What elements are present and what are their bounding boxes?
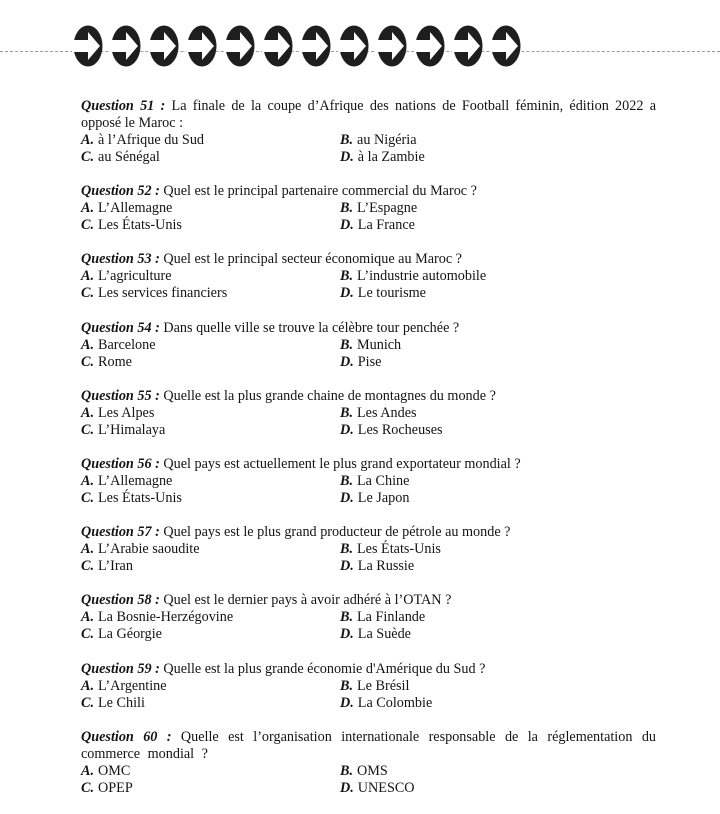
answer-letter: B. bbox=[340, 268, 354, 285]
right-arrow-circle-icon bbox=[186, 24, 217, 68]
answer-letter: A. bbox=[81, 336, 95, 353]
answer-option-c bbox=[81, 354, 340, 371]
question-body: Quel pays est actuellement le plus grand exportateur mondial ? bbox=[163, 455, 521, 472]
answer-text: Les États-Unis bbox=[357, 541, 441, 558]
answer-option-c bbox=[81, 695, 340, 712]
answer-option-d bbox=[340, 217, 656, 234]
answer-text: OMC bbox=[98, 762, 131, 779]
answer-text: Les États-Unis bbox=[98, 489, 182, 506]
answer-text: La Géorgie bbox=[98, 626, 162, 643]
answer-option-d bbox=[340, 149, 656, 166]
question-body: Quelle est la plus grande économie d'Amérique du Sud ? bbox=[163, 660, 486, 677]
question-block-53 bbox=[81, 251, 656, 302]
question-block-58 bbox=[81, 592, 656, 643]
answer-letter: A. bbox=[81, 677, 95, 694]
answer-letter: C. bbox=[81, 558, 95, 575]
question-text bbox=[81, 524, 656, 541]
answer-letter: C. bbox=[81, 217, 95, 234]
question-text bbox=[81, 183, 656, 200]
answer-text: Les Rocheuses bbox=[357, 421, 443, 438]
answer-letter: B. bbox=[340, 404, 354, 421]
answer-option-a bbox=[81, 132, 340, 149]
answer-text: Le Japon bbox=[357, 489, 410, 506]
answer-text: L’Allemagne bbox=[98, 200, 173, 217]
answer-text: à la Zambie bbox=[357, 149, 425, 165]
answer-letter: B. bbox=[340, 132, 354, 148]
answer-letter: A. bbox=[81, 762, 95, 779]
answer-letter: B. bbox=[340, 472, 354, 489]
right-arrow-circle-icon bbox=[376, 24, 407, 68]
answer-letter: D. bbox=[340, 626, 354, 643]
answer-text: OMS bbox=[357, 762, 388, 779]
answer-letter: B. bbox=[340, 677, 354, 694]
answer-letter: C. bbox=[81, 421, 95, 438]
answer-letter: A. bbox=[81, 472, 95, 489]
answer-option-b bbox=[340, 763, 656, 780]
answer-text: La Finlande bbox=[357, 609, 426, 626]
question-body: Quelle est la plus grande chaine de montagnes du monde ? bbox=[163, 387, 496, 404]
question-label: Question 52 : bbox=[81, 183, 164, 200]
right-arrow-circle-icon bbox=[148, 24, 179, 68]
answer-text: Les Alpes bbox=[98, 404, 155, 421]
question-text bbox=[81, 98, 656, 132]
answer-text: au Nigéria bbox=[357, 132, 417, 148]
answer-text: Barcelone bbox=[98, 336, 156, 353]
answer-letter: C. bbox=[81, 353, 95, 370]
answer-text: Rome bbox=[98, 353, 132, 370]
answer-letter: D. bbox=[340, 285, 354, 302]
answer-text: OPEP bbox=[98, 779, 133, 796]
answer-letter: C. bbox=[81, 489, 95, 506]
answer-letter: C. bbox=[81, 626, 95, 643]
question-block-57 bbox=[81, 524, 656, 575]
answer-letter: D. bbox=[340, 779, 354, 796]
right-arrow-circle-icon bbox=[490, 24, 521, 68]
answer-letter: B. bbox=[340, 336, 354, 353]
answer-option-c bbox=[81, 490, 340, 507]
answer-options bbox=[81, 763, 656, 797]
answer-text: Pise bbox=[357, 353, 382, 370]
answer-option-c bbox=[81, 149, 340, 166]
answer-text: La Russie bbox=[357, 558, 415, 575]
question-text bbox=[81, 661, 656, 678]
answer-option-d bbox=[340, 626, 656, 643]
answer-option-a bbox=[81, 473, 340, 490]
answer-option-a bbox=[81, 678, 340, 695]
answer-option-c bbox=[81, 285, 340, 302]
question-label: Question 60 : bbox=[81, 728, 181, 745]
answer-options bbox=[81, 678, 656, 712]
answer-text: L’Espagne bbox=[357, 200, 418, 217]
answer-letter: A. bbox=[81, 541, 95, 558]
question-text bbox=[81, 729, 656, 763]
answer-option-b bbox=[340, 268, 656, 285]
answer-text: La Colombie bbox=[357, 694, 433, 711]
question-block-51 bbox=[81, 98, 656, 166]
answer-letter: B. bbox=[340, 762, 354, 779]
answer-letter: D. bbox=[340, 217, 354, 234]
answer-letter: A. bbox=[81, 200, 95, 217]
answer-option-b bbox=[340, 473, 656, 490]
answer-letter: B. bbox=[340, 200, 354, 217]
answer-text: à l’Afrique du Sud bbox=[98, 132, 205, 148]
question-label: Question 51 : bbox=[81, 98, 172, 114]
answer-options bbox=[81, 541, 656, 575]
answer-text: Le tourisme bbox=[357, 285, 426, 302]
answer-text: Munich bbox=[357, 336, 402, 353]
question-body: Quel est le principal partenaire commercial du Maroc ? bbox=[163, 183, 477, 200]
answer-text: L’Argentine bbox=[98, 677, 167, 694]
answer-letter: A. bbox=[81, 132, 95, 148]
answer-option-b bbox=[340, 678, 656, 695]
question-text bbox=[81, 320, 656, 337]
answer-option-d bbox=[340, 354, 656, 371]
answer-option-b bbox=[340, 405, 656, 422]
answer-text: Les Andes bbox=[357, 404, 417, 421]
answer-option-d bbox=[340, 558, 656, 575]
question-text bbox=[81, 592, 656, 609]
answer-options bbox=[81, 609, 656, 643]
answer-option-b bbox=[340, 200, 656, 217]
answer-options bbox=[81, 405, 656, 439]
answer-text: Le Brésil bbox=[357, 677, 410, 694]
answer-option-b bbox=[340, 132, 656, 149]
answer-text: La Bosnie-Herzégovine bbox=[98, 609, 234, 626]
answer-option-a bbox=[81, 763, 340, 780]
answer-options bbox=[81, 132, 656, 166]
answer-options bbox=[81, 473, 656, 507]
answer-option-b bbox=[340, 609, 656, 626]
answer-option-d bbox=[340, 422, 656, 439]
answer-letter: D. bbox=[340, 353, 354, 370]
right-arrow-circle-icon bbox=[452, 24, 483, 68]
question-body: La finale de la coupe d’Afrique des nations de Football féminin, édition 2022 a opposé le Maroc : bbox=[81, 98, 656, 131]
question-block-54 bbox=[81, 320, 656, 371]
answer-options bbox=[81, 337, 656, 371]
answer-letter: A. bbox=[81, 268, 95, 285]
right-arrow-circle-icon bbox=[262, 24, 293, 68]
question-block-59 bbox=[81, 661, 656, 712]
answer-letter: B. bbox=[340, 541, 354, 558]
question-text bbox=[81, 388, 656, 405]
question-label: Question 58 : bbox=[81, 592, 164, 609]
answer-letter: D. bbox=[340, 149, 354, 165]
answer-letter: D. bbox=[340, 489, 354, 506]
right-arrow-circle-icon bbox=[110, 24, 141, 68]
answer-text: La France bbox=[357, 217, 415, 234]
answer-option-d bbox=[340, 285, 656, 302]
answer-text: L’industrie automobile bbox=[357, 268, 487, 285]
answer-letter: C. bbox=[81, 285, 95, 302]
question-label: Question 54 : bbox=[81, 319, 164, 336]
answer-option-c bbox=[81, 217, 340, 234]
question-body: Quel est le dernier pays à avoir adhéré à l’OTAN ? bbox=[163, 592, 452, 609]
header-decoration bbox=[0, 0, 720, 90]
right-arrow-circle-icon bbox=[414, 24, 445, 68]
answer-text: UNESCO bbox=[357, 779, 415, 796]
answer-option-a bbox=[81, 337, 340, 354]
question-text bbox=[81, 456, 656, 473]
question-label: Question 59 : bbox=[81, 660, 164, 677]
answer-option-c bbox=[81, 780, 340, 797]
answer-text: L’Himalaya bbox=[98, 421, 166, 438]
answer-option-c bbox=[81, 626, 340, 643]
answer-text: L’agriculture bbox=[98, 268, 172, 285]
answer-option-a bbox=[81, 541, 340, 558]
answer-letter: C. bbox=[81, 779, 95, 796]
answer-letter: D. bbox=[340, 694, 354, 711]
answer-text: Les services financiers bbox=[98, 285, 228, 302]
answer-option-d bbox=[340, 780, 656, 797]
question-body: Quelle est l’organisation internationale responsable de la réglementation du commerce mondial ? bbox=[81, 728, 657, 762]
right-arrow-circle-icon bbox=[72, 24, 103, 68]
answer-letter: D. bbox=[340, 421, 354, 438]
answer-option-b bbox=[340, 541, 656, 558]
answer-option-a bbox=[81, 405, 340, 422]
answer-option-a bbox=[81, 609, 340, 626]
right-arrow-circle-icon bbox=[338, 24, 369, 68]
answer-letter: C. bbox=[81, 149, 95, 165]
question-body: Quel pays est le plus grand producteur de pétrole au monde ? bbox=[163, 524, 511, 541]
answer-option-a bbox=[81, 268, 340, 285]
answer-letter: A. bbox=[81, 404, 95, 421]
answer-text: L’Arabie saoudite bbox=[98, 541, 200, 558]
question-block-56 bbox=[81, 456, 656, 507]
quiz-questions bbox=[81, 98, 656, 814]
question-text bbox=[81, 251, 656, 268]
question-label: Question 53 : bbox=[81, 251, 164, 268]
answer-text: La Chine bbox=[357, 472, 410, 489]
answer-option-d bbox=[340, 490, 656, 507]
answer-text: L’Iran bbox=[98, 558, 133, 575]
answer-option-c bbox=[81, 558, 340, 575]
answer-options bbox=[81, 200, 656, 234]
arrow-row bbox=[72, 24, 521, 68]
answer-text: La Suède bbox=[357, 626, 411, 643]
answer-text: Le Chili bbox=[98, 694, 145, 711]
answer-text: Les États-Unis bbox=[98, 217, 182, 234]
answer-option-a bbox=[81, 200, 340, 217]
answer-option-d bbox=[340, 695, 656, 712]
question-label: Question 56 : bbox=[81, 455, 164, 472]
question-label: Question 55 : bbox=[81, 387, 164, 404]
right-arrow-circle-icon bbox=[224, 24, 255, 68]
question-block-60 bbox=[81, 729, 656, 797]
answer-letter: D. bbox=[340, 558, 354, 575]
answer-letter: C. bbox=[81, 694, 95, 711]
answer-options bbox=[81, 268, 656, 302]
answer-letter: A. bbox=[81, 609, 95, 626]
question-block-52 bbox=[81, 183, 656, 234]
question-block-55 bbox=[81, 388, 656, 439]
answer-text: L’Allemagne bbox=[98, 472, 173, 489]
answer-option-b bbox=[340, 337, 656, 354]
answer-option-c bbox=[81, 422, 340, 439]
right-arrow-circle-icon bbox=[300, 24, 331, 68]
question-body: Quel est le principal secteur économique au Maroc ? bbox=[163, 251, 462, 268]
answer-letter: B. bbox=[340, 609, 354, 626]
answer-text: au Sénégal bbox=[98, 149, 160, 165]
question-body: Dans quelle ville se trouve la célèbre tour penchée ? bbox=[163, 319, 460, 336]
question-label: Question 57 : bbox=[81, 524, 164, 541]
